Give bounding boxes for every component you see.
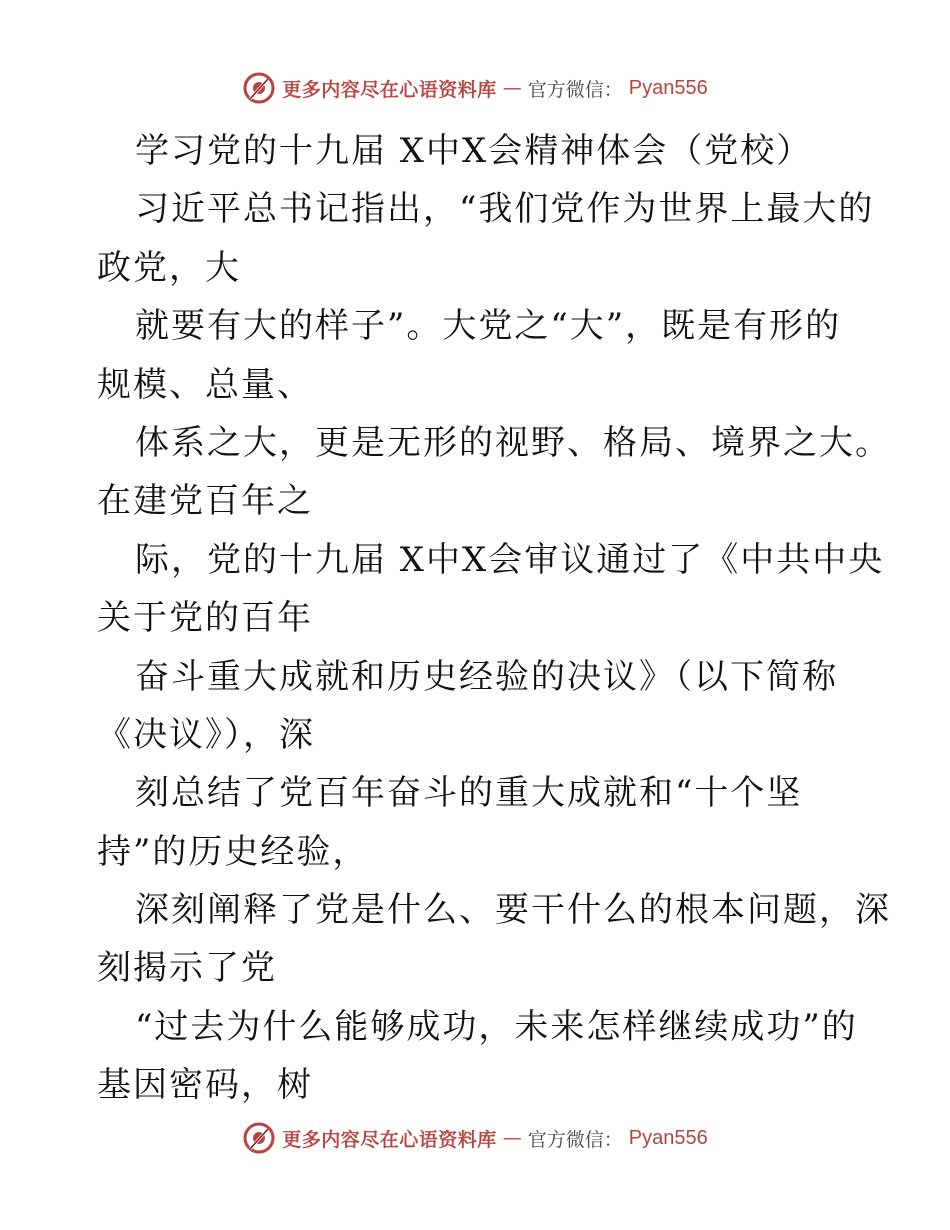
footer-watermark: [0, 1118, 950, 1158]
document-title: 学习党的十九届 X中X会精神体会（党校）: [135, 131, 813, 171]
text-line: 体系之大，更是无形的视野、格局、境界之大。: [135, 422, 891, 463]
text-line: 关于党的百年: [97, 598, 313, 639]
watermark-dash: —: [502, 1127, 522, 1149]
pen-logo-icon: [242, 71, 276, 105]
watermark-wechat-id: Pyan556: [628, 76, 708, 99]
text-line: 持”的历史经验，: [97, 831, 369, 872]
text-line: 习近平总书记指出，“我们党作为世界上最大的: [135, 189, 875, 230]
text-line: 就要有大的样子”。大党之“大”，既是有形的: [135, 306, 842, 347]
watermark-dash: —: [502, 77, 522, 99]
text-line: 基因密码，树: [97, 1065, 313, 1106]
watermark-wechat-label: 官方微信：: [527, 78, 623, 101]
document-body: [97, 122, 891, 1115]
text-line: 政党，大: [97, 247, 241, 288]
pen-logo-icon: [242, 1121, 276, 1155]
text-line: 奋斗重大成就和历史经验的决议》（以下简称: [135, 656, 838, 697]
text-line: 际，党的十九届 X中X会审议通过了《中共中央: [135, 539, 885, 580]
watermark-wechat-id: Pyan556: [628, 1126, 708, 1149]
watermark-site-text: 更多内容尽在心语资料库: [282, 1128, 497, 1151]
text-line: 深刻阐释了党是什么、要干什么的根本问题，深: [135, 890, 891, 931]
text-line: 刻揭示了党: [97, 948, 277, 989]
text-line: 在建党百年之: [97, 481, 313, 522]
watermark-site-text: 更多内容尽在心语资料库: [282, 78, 497, 101]
text-line: 规模、总量、: [97, 364, 313, 405]
text-line: “过去为什么能够成功，未来怎样继续成功”的: [135, 1006, 858, 1047]
watermark-wechat-label: 官方微信：: [527, 1128, 623, 1151]
header-watermark: [0, 68, 950, 108]
text-line: 《决议》），深: [97, 714, 315, 755]
text-line: 刻总结了党百年奋斗的重大成就和“十个坚: [135, 773, 803, 814]
